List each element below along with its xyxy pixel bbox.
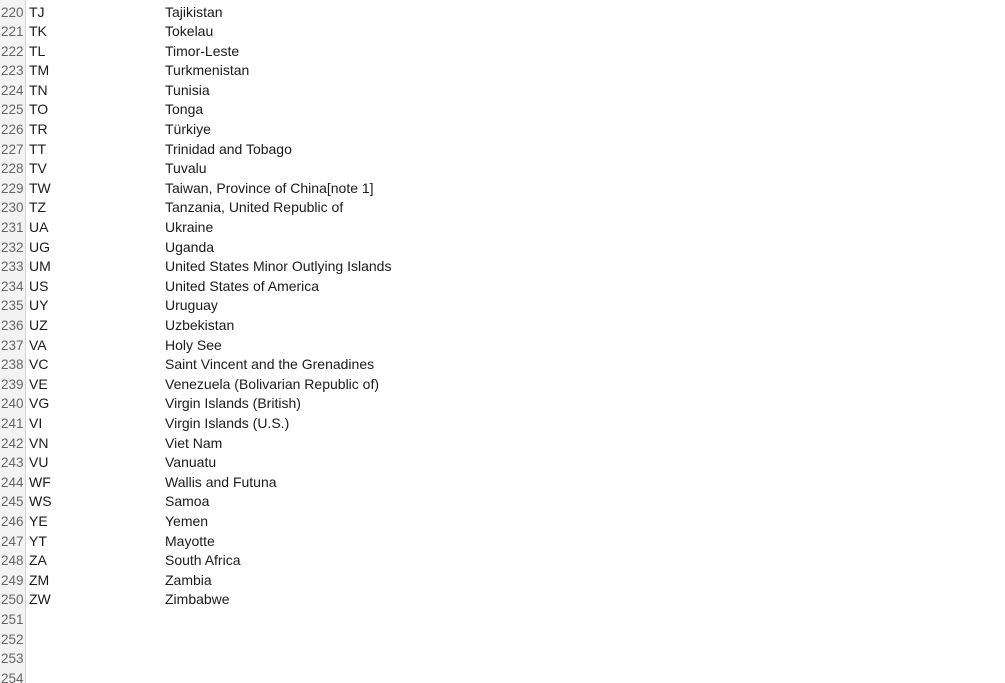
table-row — [0, 453, 1005, 473]
table-row — [0, 42, 1005, 62]
country-name-cell[interactable]: Tunisia — [165, 81, 210, 98]
country-name-cell[interactable]: Venezuela (Bolivarian Republic of) — [165, 375, 380, 392]
row-number[interactable]: 247 — [1, 533, 24, 549]
country-name-cell[interactable]: Ukraine — [165, 219, 214, 236]
table-row — [0, 140, 1005, 160]
table-row — [0, 571, 1005, 591]
row-number[interactable]: 232 — [1, 239, 24, 255]
row-number[interactable]: 230 — [1, 200, 24, 216]
table-row — [0, 336, 1005, 356]
table-row — [0, 159, 1005, 179]
country-name-cell[interactable]: Virgin Islands (British) — [165, 395, 301, 412]
country-name-cell[interactable]: Uruguay — [165, 297, 218, 314]
country-code-cell[interactable]: TR — [29, 121, 48, 138]
country-name-cell[interactable]: Tajikistan — [165, 3, 223, 20]
table-row — [0, 532, 1005, 552]
country-code-cell[interactable]: TO — [29, 101, 49, 118]
row-number[interactable]: 220 — [1, 4, 24, 20]
country-code-cell[interactable]: WS — [29, 493, 52, 510]
row-number[interactable]: 246 — [1, 513, 24, 529]
country-name-cell[interactable]: Timor-Leste — [165, 42, 240, 59]
table-row — [0, 630, 1005, 650]
country-code-cell[interactable]: ZW — [29, 591, 51, 608]
row-number[interactable]: 222 — [1, 43, 24, 59]
row-number[interactable]: 223 — [1, 63, 24, 79]
row-number[interactable]: 226 — [1, 122, 24, 138]
row-number[interactable]: 254 — [1, 670, 24, 683]
row-number[interactable]: 251 — [1, 611, 24, 627]
country-name-cell[interactable]: Mayotte — [165, 532, 215, 549]
country-name-cell[interactable]: Zimbabwe — [165, 591, 230, 608]
country-code-cell[interactable]: UY — [29, 297, 49, 314]
row-number[interactable]: 242 — [1, 435, 24, 451]
table-row — [0, 316, 1005, 336]
row-number[interactable]: 243 — [1, 455, 24, 471]
row-number[interactable]: 236 — [1, 318, 24, 333]
table-row — [0, 473, 1005, 493]
country-code-cell[interactable]: ZM — [29, 571, 50, 588]
table-row — [0, 179, 1005, 199]
row-number[interactable]: 240 — [1, 396, 24, 412]
row-number[interactable]: 234 — [1, 278, 24, 294]
table-row — [0, 81, 1005, 101]
country-code-cell[interactable]: TN — [29, 81, 48, 98]
country-code-cell[interactable]: VU — [29, 454, 49, 471]
table-row — [0, 610, 1005, 630]
country-code-cell[interactable]: VN — [29, 434, 49, 451]
country-name-cell[interactable]: South Africa — [165, 552, 241, 569]
country-name-cell[interactable]: Tonga — [165, 101, 204, 118]
table-row — [0, 649, 1005, 669]
country-code-cell[interactable]: TM — [29, 62, 50, 79]
table-row — [0, 394, 1005, 414]
country-code-cell[interactable]: TK — [29, 23, 47, 40]
country-name-cell[interactable]: Taiwan, Province of China[note 1] — [165, 179, 374, 196]
country-code-cell[interactable]: UZ — [29, 317, 48, 333]
country-name-cell[interactable]: Turkmenistan — [165, 62, 250, 79]
country-code-cell[interactable]: TW — [29, 179, 51, 196]
country-code-cell[interactable]: TV — [29, 160, 47, 177]
country-code-cell[interactable]: ZA — [29, 552, 47, 569]
table-row — [0, 512, 1005, 532]
country-name-cell[interactable]: Wallis and Futuna — [165, 473, 277, 490]
table-row — [0, 434, 1005, 454]
table-row — [0, 590, 1005, 610]
country-code-cell[interactable]: VG — [29, 395, 50, 412]
row-number[interactable]: 233 — [1, 259, 24, 275]
country-name-cell[interactable]: Holy See — [165, 336, 222, 353]
row-number[interactable]: 229 — [1, 180, 24, 196]
row-number[interactable]: 227 — [1, 141, 24, 157]
country-code-cell[interactable]: YT — [29, 532, 47, 549]
country-name-cell[interactable]: United States Minor Outlying Islands — [165, 258, 392, 275]
row-number[interactable]: 241 — [1, 415, 24, 431]
table-row — [0, 3, 1005, 23]
table-row — [0, 257, 1005, 277]
country-code-cell[interactable]: TZ — [29, 199, 47, 216]
rows-container — [0, 3, 1005, 683]
country-name-cell[interactable]: United States of America — [165, 277, 320, 294]
country-code-cell[interactable]: UM — [29, 258, 51, 275]
country-code-cell[interactable]: VA — [29, 336, 47, 353]
table-row — [0, 669, 1005, 683]
country-code-cell[interactable]: YE — [29, 512, 48, 529]
table-row — [0, 100, 1005, 120]
country-name-cell[interactable]: Yemen — [165, 512, 209, 529]
row-number[interactable]: 221 — [1, 24, 24, 40]
country-code-cell[interactable]: TJ — [29, 3, 45, 20]
table-row — [0, 296, 1005, 316]
row-number[interactable]: 228 — [1, 161, 24, 177]
table-row — [0, 375, 1005, 395]
row-number[interactable]: 244 — [1, 474, 24, 490]
row-number[interactable]: 238 — [1, 357, 24, 373]
table-row — [0, 492, 1005, 512]
table-row — [0, 120, 1005, 140]
row-number[interactable]: 224 — [1, 82, 24, 98]
row-number[interactable]: 225 — [1, 102, 24, 118]
table-row — [0, 277, 1005, 297]
table-row — [0, 61, 1005, 81]
row-number[interactable]: 239 — [1, 376, 24, 392]
country-name-cell[interactable]: Trinidad and Tobago — [165, 140, 292, 157]
row-number[interactable]: 248 — [1, 553, 24, 569]
row-number[interactable]: 253 — [1, 651, 24, 667]
table-row — [0, 551, 1005, 571]
table-row — [0, 414, 1005, 434]
table-row — [0, 355, 1005, 375]
country-code-cell[interactable]: TL — [29, 42, 46, 59]
row-number[interactable]: 250 — [1, 592, 24, 608]
table-row — [0, 22, 1005, 42]
country-name-cell[interactable]: Viet Nam — [165, 434, 223, 451]
row-number[interactable]: 235 — [1, 298, 24, 314]
country-name-cell[interactable]: Vanuatu — [165, 454, 217, 471]
row-number[interactable]: 249 — [1, 572, 24, 588]
country-name-cell[interactable]: Tokelau — [165, 23, 214, 40]
country-name-cell[interactable]: Zambia — [165, 571, 212, 588]
country-name-cell[interactable]: Tuvalu — [165, 160, 207, 177]
country-name-cell[interactable]: Samoa — [165, 493, 210, 510]
country-name-cell[interactable]: Uzbekistan — [165, 317, 235, 333]
country-code-cell[interactable]: VE — [29, 375, 48, 392]
table-row — [0, 218, 1005, 238]
country-code-cell[interactable]: US — [29, 277, 49, 294]
country-code-cell[interactable]: VC — [29, 356, 49, 373]
country-name-cell[interactable]: Türkiye — [165, 121, 211, 138]
row-number[interactable]: 237 — [1, 337, 24, 353]
country-name-cell[interactable]: Saint Vincent and the Grenadines — [165, 356, 375, 373]
country-code-cell[interactable]: UG — [29, 238, 50, 255]
country-name-cell[interactable]: Tanzania, United Republic of — [165, 199, 344, 216]
country-code-cell[interactable]: UA — [29, 219, 49, 236]
table-row — [0, 198, 1005, 218]
row-number[interactable]: 231 — [1, 220, 24, 236]
country-code-cell[interactable]: WF — [29, 473, 51, 490]
table-row — [0, 238, 1005, 258]
country-name-cell[interactable]: Virgin Islands (U.S.) — [165, 414, 290, 431]
country-name-cell[interactable]: Uganda — [165, 238, 215, 255]
country-code-cell[interactable]: TT — [29, 140, 47, 157]
row-number[interactable]: 245 — [1, 494, 24, 510]
country-code-cell[interactable]: VI — [29, 414, 43, 431]
row-number[interactable]: 252 — [1, 631, 24, 647]
